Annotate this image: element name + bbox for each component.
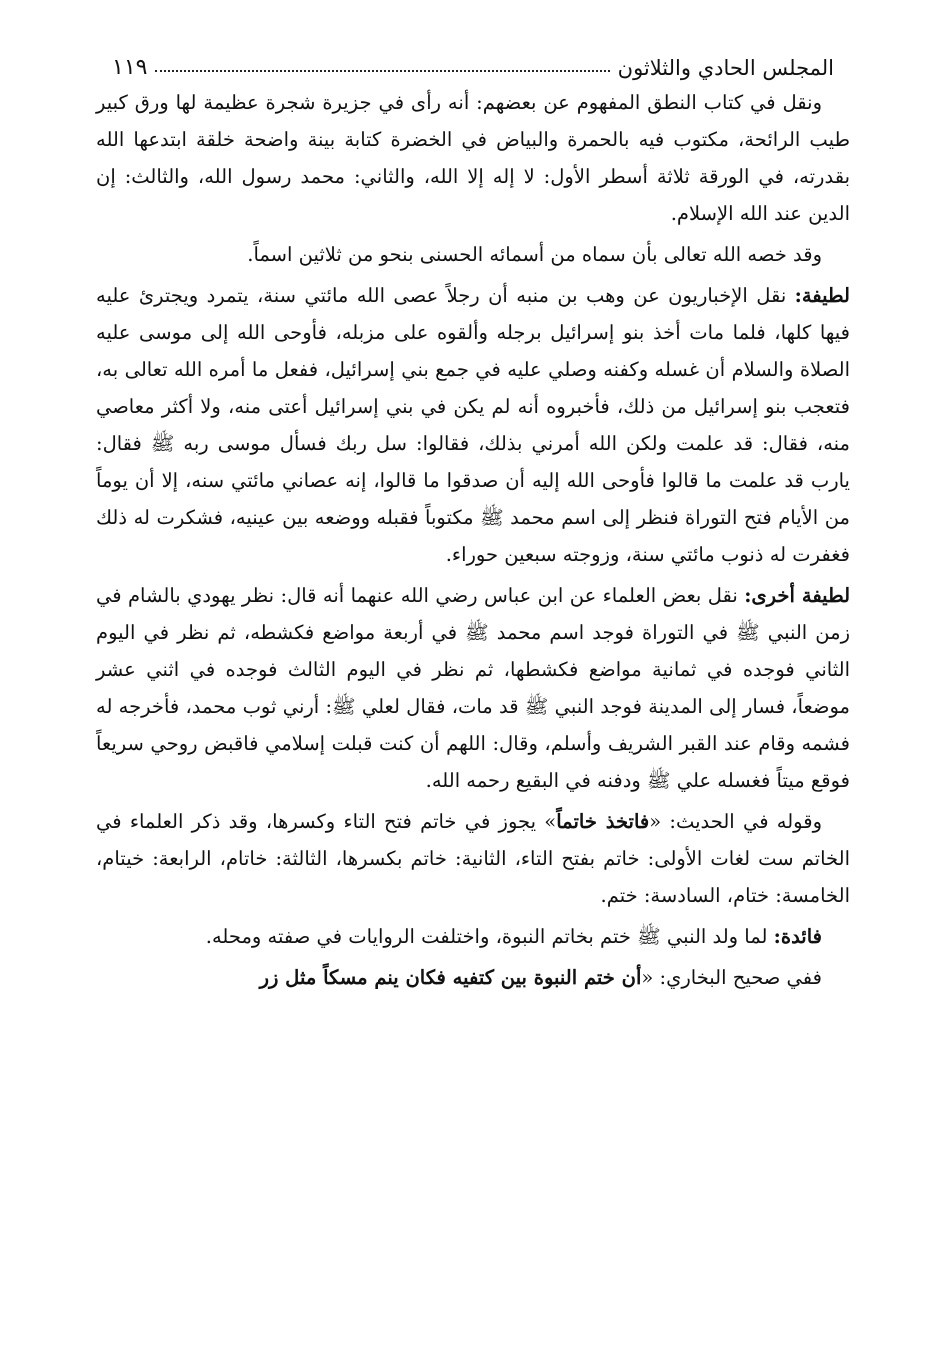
page-number: ١١٩ <box>112 55 148 80</box>
page-body <box>96 84 850 1000</box>
latifa-heading: لطيفة: <box>794 284 850 307</box>
bukhari-quote: أن ختم النبوة بين كتفيه فكان ينم مسكاً مثل زر <box>259 966 642 989</box>
header-dotted-leader <box>155 70 609 72</box>
paragraph-2: وقد خصه الله تعالى بأن سماه من أسمائه الحسنى بنحو من ثلاثين اسماً. <box>247 243 822 266</box>
page-header <box>112 44 834 80</box>
chapter-title: المجلس الحادي والثلاثون <box>617 56 834 80</box>
paragraph-faida: فائدة: لما ولد النبي ﷺ ختم بخاتم النبوة، واختلفت الروايات في صفته ومحله. <box>205 925 822 948</box>
paragraph-hadith: وقوله في الحديث: «فاتخذ خاتماً» يجوز في خاتم فتح التاء وكسرها، وقد ذكر العلماء في الخاتم ست لغات الأولى: خاتم بفتح التاء، الثانية: خاتم بكسرها، الثالثة: خاتام، الرابعة: خيتام، الخامسة: ختام، السادسة: ختم. <box>96 810 850 907</box>
hadith-quote: فاتخذ خاتماً <box>556 810 650 833</box>
paragraph-latifa-ukhra: لطيفة أخرى: نقل بعض العلماء عن ابن عباس رضي الله عنهما أنه قال: نظر يهودي بالشام في زمن النبي ﷺ في التوراة فوجد اسم محمد ﷺ في أربعة مواضع فكشطه، ثم نظر في اليوم الثاني فوجده في ثمانية مواضع فكشطها، ثم نظر في اليوم الثالث فوجده في اثني عشر موضعاً، فسار إلى المدينة فوجد النبي ﷺ قد مات، فقال لعلي ﷺ: أرني ثوب محمد، فأخرجه له فشمه وقام عند القبر الشريف وأسلم، وقال: اللهم أن كنت قبلت إسلامي فاقبض روحي سريعاً فوقع ميتاً فغسله علي ﷺ ودفنه في البقيع رحمه الله. <box>96 584 851 792</box>
paragraph-1: ونقل في كتاب النطق المفهوم عن بعضهم: أنه رأى في جزيرة شجرة عظيمة لها ورق كبير طيب الرائحة، مكتوب فيه بالحمرة والبياض في الخضرة كتابة بينة واضحة خلقة ابتدعها الله بقدرته، في الورقة ثلاثة أسطر الأول: لا إله إلا الله، والثاني: محمد رسول الله، والثالث: إن الدين عند الله الإسلام. <box>96 91 850 225</box>
paragraph-bukhari: ففي صحيح البخاري: «أن ختم النبوة بين كتفيه فكان ينم مسكاً مثل زر <box>259 966 822 989</box>
faida-heading: فائدة: <box>773 925 822 948</box>
paragraph-latifa: لطيفة: نقل الإخباريون عن وهب بن منبه أن رجلاً عصى الله مائتي سنة، يتمرد ويجترئ عليه فيها كلها، فلما مات أخذ بنو إسرائيل برجله وألقوه على مزبله، فأوحى الله إلى موسى عليه الصلاة والسلام أن غسله وكفنه وصلي عليه في جمع بني إسرائيل، ففعل ما أمره الله تعالى به، فتعجب بنو إسرائيل من ذلك، فأخبروه أنه لم يكن في بني إسرائيل أعتى منه، ولا أكثر معاصي منه، فقال: قد علمت ولكن الله أمرني بذلك، فقالوا: سل ربك فسأل موسى ربه ﷺ فقال: يارب قد علمت ما قالوا فأوحى الله إليه أن صدقوا ما قالوا، إنه عصاني مائتي سنه، إلا أن يوماً من الأيام فتح التوراة فنظر إلى اسم محمد ﷺ مكتوباً فقبله ووضعه بين عينيه، فشكرت له ذلك فغفرت له ذنوب مائتي سنة، وزوجته سبعين حوراء. <box>96 284 850 566</box>
latifa-ukhra-heading: لطيفة أخرى: <box>744 584 851 607</box>
